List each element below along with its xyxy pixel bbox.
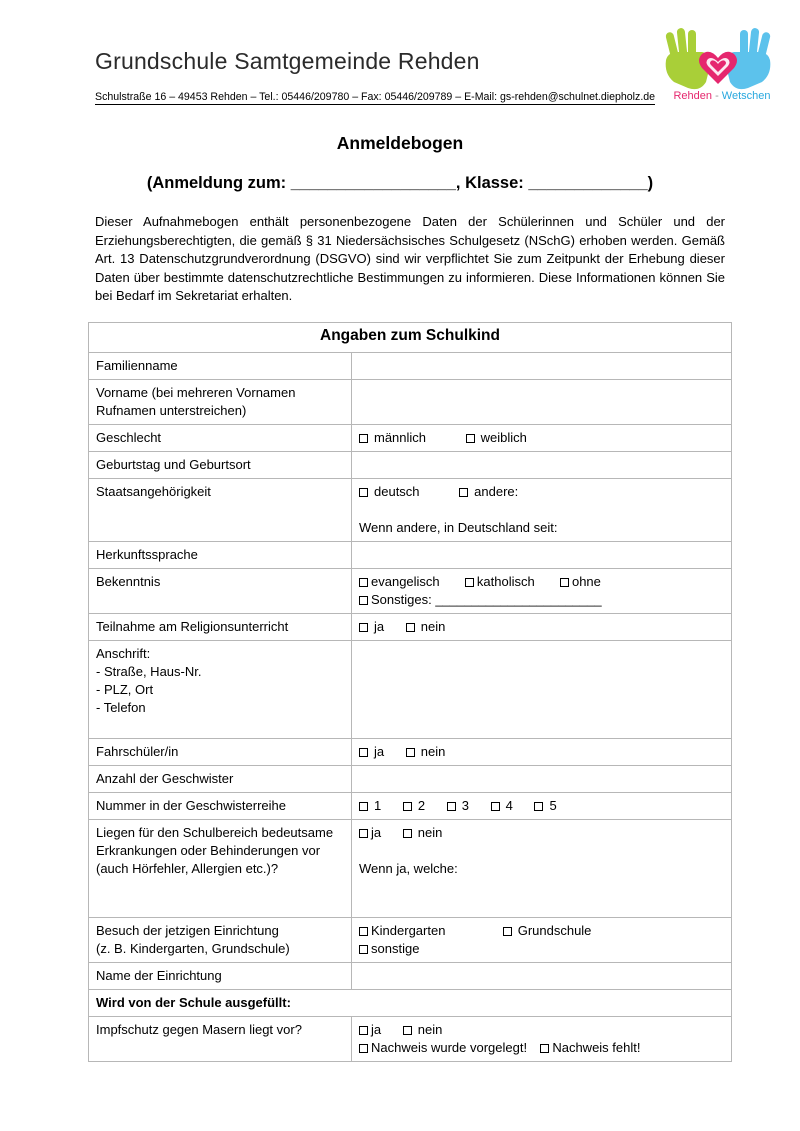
checkbox-ohne[interactable]: ohne [560,574,601,589]
checkbox-icon [359,927,368,936]
label-bekenntnis: Bekenntnis [89,569,352,614]
school-section-label: Wird von der Schule ausgefüllt: [89,990,732,1017]
krank-note: Wenn ja, welche: [359,861,458,876]
checkbox-icon [359,434,368,443]
checkbox-evangelisch[interactable]: evangelisch [359,574,440,589]
field-bekenntnis [352,569,732,614]
checkbox-kindergarten[interactable]: Kindergarten [359,923,445,938]
label-krank: Liegen für den Schulbereich bedeutsame Erkrankungen oder Behinderungen vor (auch Hörfehler, Allergien etc.)? [89,820,352,918]
checkbox-icon [447,802,456,811]
checkbox-deutsch[interactable]: deutsch [359,484,420,499]
checkbox-nummer-5[interactable]: 5 [534,798,556,813]
checkbox-impf-nein[interactable]: nein [403,1022,443,1037]
checkbox-icon [359,578,368,587]
checkbox-icon [466,434,475,443]
form-title: Anmeldebogen [336,133,464,153]
label-nummer: Nummer in der Geschwisterreihe [89,793,352,820]
field-geschlecht [352,425,732,452]
checkbox-icon [359,596,368,605]
field-fahr [352,739,732,766]
checkbox-icon [359,623,368,632]
label-herkunft: Herkunftssprache [89,542,352,569]
label-vorname: Vorname (bei mehreren Vornamen Rufnamen unterstreichen) [89,380,352,425]
field-geburt[interactable] [352,452,732,479]
checkbox-sonstige[interactable]: sonstige [359,940,724,958]
checkbox-icon [359,945,368,954]
checkbox-icon [403,829,412,838]
checkbox-icon [406,623,415,632]
field-krank [352,820,732,918]
field-besuch [352,918,732,963]
label-impf: Impfschutz gegen Masern liegt vor? [89,1017,352,1062]
checkbox-nummer-2[interactable]: 2 [403,798,425,813]
checkbox-religion-ja[interactable]: ja [359,619,384,634]
child-info-table [88,322,732,1062]
label-anzahl: Anzahl der Geschwister [89,766,352,793]
checkbox-icon [359,748,368,757]
label-familienname: Familienname [89,353,352,380]
field-anzahl[interactable] [352,766,732,793]
checkbox-nummer-3[interactable]: 3 [447,798,469,813]
checkbox-icon [359,1026,368,1035]
label-anschrift: Anschrift: - Straße, Haus-Nr. - PLZ, Ort - Telefon [89,641,352,739]
label-fahr: Fahrschüler/in [89,739,352,766]
checkbox-weiblich[interactable]: weiblich [466,430,527,445]
checkbox-icon [491,802,500,811]
checkbox-icon [406,748,415,757]
checkbox-icon [459,488,468,497]
checkbox-nachweis-fehlt[interactable]: Nachweis fehlt! [540,1040,640,1055]
field-einrichtung[interactable] [352,963,732,990]
checkbox-icon [359,488,368,497]
label-geburt: Geburtstag und Geburtsort [89,452,352,479]
label-staat: Staatsangehörigkeit [89,479,352,542]
label-besuch: Besuch der jetzigen Einrichtung (z. B. Kindergarten, Grundschule) [89,918,352,963]
checkbox-nummer-1[interactable]: 1 [359,798,381,813]
checkbox-icon [359,829,368,838]
checkbox-maennlich[interactable]: männlich [359,430,426,445]
checkbox-grundschule[interactable]: Grundschule [503,923,592,938]
field-religion [352,614,732,641]
checkbox-krank-ja[interactable]: ja [359,825,381,840]
field-vorname[interactable] [352,380,732,425]
checkbox-religion-nein[interactable]: nein [406,619,446,634]
field-familienname[interactable] [352,353,732,380]
field-staat [352,479,732,542]
checkbox-icon [560,578,569,587]
field-nummer [352,793,732,820]
checkbox-fahr-ja[interactable]: ja [359,744,384,759]
checkbox-nachweis-vorgelegt[interactable]: Nachweis wurde vorgelegt! [359,1040,527,1055]
staat-note: Wenn andere, in Deutschland seit: [359,520,558,535]
checkbox-fahr-nein[interactable]: nein [406,744,446,759]
label-einrichtung: Name der Einrichtung [89,963,352,990]
checkbox-icon [540,1044,549,1053]
label-geschlecht: Geschlecht [89,425,352,452]
checkbox-impf-ja[interactable]: ja [359,1022,381,1037]
checkbox-icon [403,802,412,811]
checkbox-nummer-4[interactable]: 4 [491,798,513,813]
checkbox-krank-nein[interactable]: nein [403,825,443,840]
checkbox-icon [359,802,368,811]
school-address: Schulstraße 16 – 49453 Rehden – Tel.: 05446/209780 – Fax: 05446/209789 – E-Mail: gs-rehden@schulnet.diepholz.de [95,91,656,103]
checkbox-icon [403,1026,412,1035]
checkbox-icon [503,927,512,936]
form-subtitle: (Anmeldung zum: __________________, Klasse: _____________) [146,174,654,192]
logo-text: Rehden - Wetschen [673,90,771,102]
checkbox-andere[interactable]: andere: [459,484,518,499]
intro-text: Dieser Aufnahmebogen enthält personenbezogene Daten der Schülerinnen und Schüler und der Erziehungsberechtigten, die gemäß § 31 Niedersächsisches Schulgesetz (NSchG) erhoben werden. Gemäß Art. 13 Datenschutzgrundverordnung (DSGVO) sind wir verpflichtet Sie zum Zeitpunkt der Erhebung dieser Daten über bestimmte datenschutzrechtliche Bestimmungen zu informieren. Diese Informationen können Sie bei Bedarf im Sekretariat erhalten. [95,214,725,303]
label-religion: Teilnahme am Religionsunterricht [89,614,352,641]
field-herkunft[interactable] [352,542,732,569]
field-anschrift[interactable] [352,641,732,739]
table-heading: Angaben zum Schulkind [89,323,732,353]
checkbox-icon [465,578,474,587]
school-name: Grundschule Samtgemeinde Rehden [95,48,480,74]
checkbox-sonstiges[interactable]: Sonstiges: _______________________ [359,591,724,609]
checkbox-katholisch[interactable]: katholisch [465,574,535,589]
field-impf [352,1017,732,1062]
checkbox-icon [359,1044,368,1053]
checkbox-icon [534,802,543,811]
